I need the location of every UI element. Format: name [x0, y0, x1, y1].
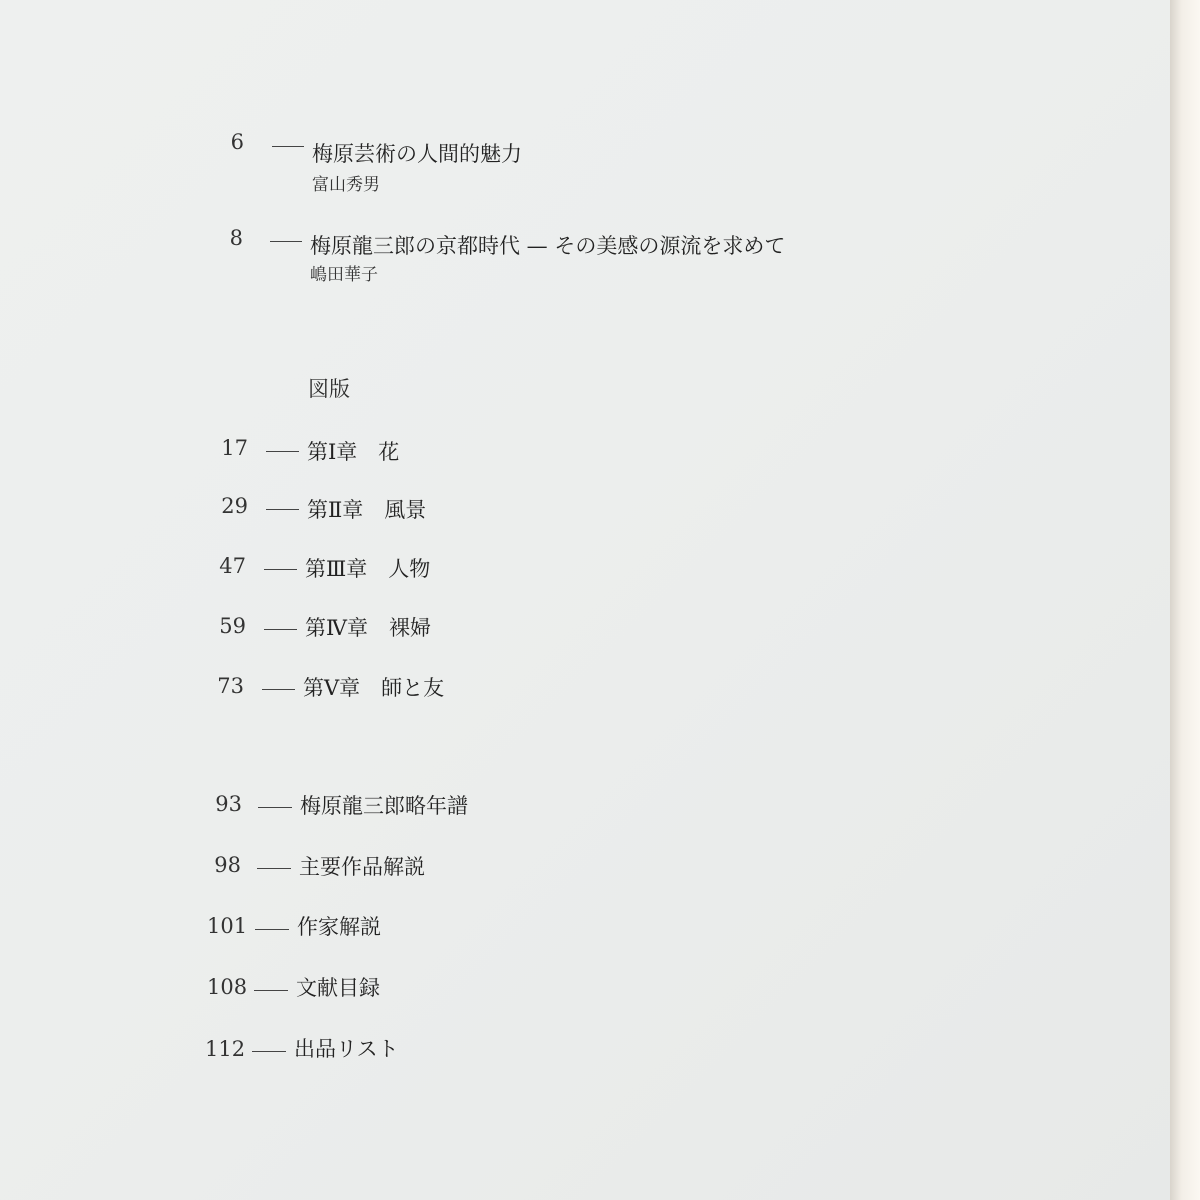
leader-dash — [257, 868, 291, 869]
essay-title: 梅原芸術の人間的魅力 — [312, 142, 522, 166]
leader-dash — [266, 509, 299, 510]
leader-dash — [252, 1051, 286, 1052]
leader-dash — [270, 241, 302, 242]
essay-author: 富山秀男 — [312, 175, 380, 195]
page-number: 112 — [205, 1037, 246, 1061]
page-number: 93 — [215, 792, 242, 816]
page-number: 47 — [219, 554, 246, 578]
leader-dash — [262, 689, 295, 690]
leader-dash — [266, 451, 299, 452]
appendix-title: 主要作品解説 — [299, 855, 425, 879]
leader-dash — [264, 629, 297, 630]
essay-author: 嶋田華子 — [310, 265, 378, 285]
chapter-title: 第Ⅴ章 師と友 — [303, 676, 445, 700]
chapter-title: 第Ⅱ章 風景 — [307, 498, 427, 522]
book-edge — [1170, 0, 1200, 1200]
page-number: 101 — [207, 914, 248, 938]
plates-heading: 図版 — [308, 377, 350, 401]
appendix-title: 出品リスト — [294, 1037, 399, 1061]
appendix-title: 作家解説 — [297, 915, 381, 939]
appendix-title: 梅原龍三郎略年譜 — [300, 794, 468, 818]
page-number: 59 — [219, 614, 246, 638]
appendix-title: 文献目録 — [296, 976, 380, 1000]
chapter-title: 第Ⅰ章 花 — [307, 440, 400, 464]
page-number: 6 — [230, 130, 244, 154]
page-number: 73 — [217, 674, 244, 698]
page-number: 108 — [207, 975, 248, 999]
page-number: 8 — [229, 226, 243, 250]
leader-dash — [272, 146, 304, 147]
leader-dash — [255, 929, 289, 930]
chapter-title: 第Ⅲ章 人物 — [305, 557, 431, 581]
page-number: 98 — [214, 853, 241, 877]
essay-title: 梅原龍三郎の京都時代 — その美感の源流を求めて — [310, 234, 786, 258]
page-number: 29 — [221, 494, 248, 518]
leader-dash — [254, 990, 288, 991]
chapter-title: 第Ⅳ章 裸婦 — [305, 616, 431, 640]
leader-dash — [258, 807, 292, 808]
leader-dash — [264, 569, 297, 570]
page-number: 17 — [221, 436, 248, 460]
